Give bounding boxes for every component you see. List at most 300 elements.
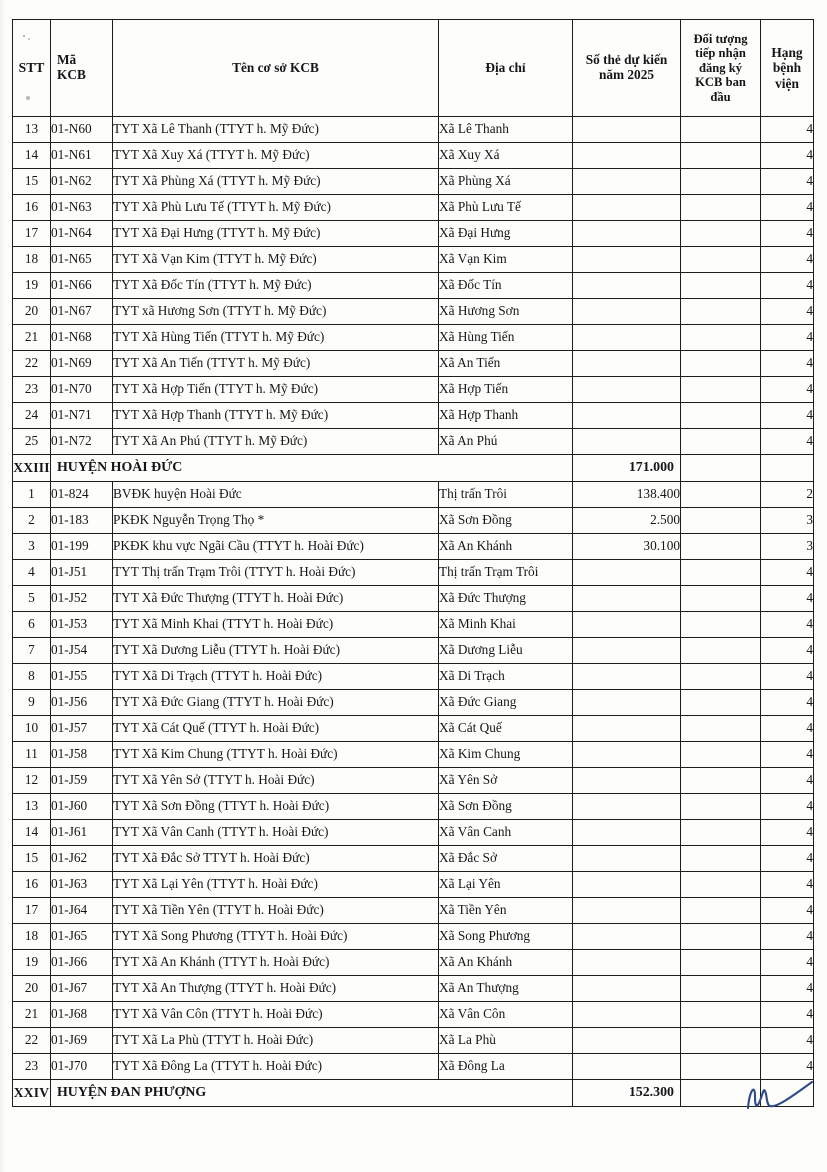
- column-header-ma-kcb-line2: KCB: [57, 67, 86, 82]
- row-hang-benh-vien: 4: [761, 638, 814, 664]
- row-stt: 15: [13, 846, 51, 872]
- row-hang-benh-vien: 4: [761, 299, 814, 325]
- table-row: [13, 898, 814, 924]
- row-hang-benh-vien: 4: [761, 1002, 814, 1028]
- row-so-the: [573, 299, 681, 325]
- header-row: [13, 20, 814, 117]
- row-so-the: [573, 976, 681, 1002]
- table-row: [13, 846, 814, 872]
- row-ten-co-so: BVĐK huyện Hoài Đức: [113, 482, 439, 508]
- row-hang-benh-vien: 4: [761, 768, 814, 794]
- row-hang-benh-vien: 4: [761, 612, 814, 638]
- row-doi-tuong: [681, 794, 761, 820]
- row-hang-benh-vien: 4: [761, 976, 814, 1002]
- table-row: [13, 143, 814, 169]
- row-so-the: [573, 1028, 681, 1054]
- row-dia-chi: Xã Vạn Kim: [439, 247, 573, 273]
- row-stt: 14: [13, 143, 51, 169]
- table-row: [13, 742, 814, 768]
- row-stt: 23: [13, 1054, 51, 1080]
- facility-registration-table: [12, 19, 814, 1107]
- row-stt: 6: [13, 612, 51, 638]
- row-ten-co-so: TYT Xã Dương Liễu (TTYT h. Hoài Đức): [113, 638, 439, 664]
- row-hang-benh-vien: 4: [761, 351, 814, 377]
- row-doi-tuong: [681, 403, 761, 429]
- row-hang-benh-vien: 4: [761, 586, 814, 612]
- table-row: [13, 1028, 814, 1054]
- table-row: [13, 664, 814, 690]
- row-hang-benh-vien: 3: [761, 534, 814, 560]
- column-header-hang-line1: Hạng: [771, 44, 803, 60]
- column-header-doi-tuong-line2: tiếp nhận: [695, 46, 746, 61]
- table-row: [13, 534, 814, 560]
- section-roman-number: XXIII: [13, 455, 51, 482]
- row-hang-benh-vien: 4: [761, 820, 814, 846]
- table-row: [13, 716, 814, 742]
- row-stt: 2: [13, 508, 51, 534]
- row-ten-co-so: TYT Xã Đức Thượng (TTYT h. Hoài Đức): [113, 586, 439, 612]
- column-header-doi-tuong-line1: Đối tượng: [693, 31, 748, 46]
- table-row: [13, 872, 814, 898]
- row-hang-benh-vien: 4: [761, 716, 814, 742]
- row-stt: 22: [13, 1028, 51, 1054]
- row-so-the: [573, 612, 681, 638]
- row-stt: 7: [13, 638, 51, 664]
- row-hang-benh-vien: 4: [761, 742, 814, 768]
- table-row: [13, 690, 814, 716]
- row-ten-co-so: TYT Xã Vân Côn (TTYT h. Hoài Đức): [113, 1002, 439, 1028]
- row-ma-kcb: 01-J65: [51, 924, 113, 950]
- row-ten-co-so: TYT Xã Hùng Tiến (TTYT h. Mỹ Đức): [113, 325, 439, 351]
- row-hang-benh-vien: 4: [761, 924, 814, 950]
- section-roman-number: XXIV: [13, 1080, 51, 1107]
- row-doi-tuong: [681, 247, 761, 273]
- column-header-doi-tuong-line3: đăng ký: [698, 60, 743, 75]
- row-ten-co-so: TYT Xã Đốc Tín (TTYT h. Mỹ Đức): [113, 273, 439, 299]
- row-ten-co-so: TYT Xã Di Trạch (TTYT h. Hoài Đức): [113, 664, 439, 690]
- row-ma-kcb: 01-J53: [51, 612, 113, 638]
- row-stt: 23: [13, 377, 51, 403]
- row-hang-benh-vien: 4: [761, 117, 814, 143]
- column-header-doi-tuong: [681, 20, 761, 117]
- row-doi-tuong: [681, 768, 761, 794]
- row-dia-chi: Xã Hùng Tiến: [439, 325, 573, 351]
- table-row: [13, 794, 814, 820]
- section-total-cards: 171.000: [573, 455, 681, 482]
- row-dia-chi: Xã An Thượng: [439, 976, 573, 1002]
- column-header-ma-kcb: [51, 20, 113, 117]
- table-row: [13, 768, 814, 794]
- row-stt: 18: [13, 924, 51, 950]
- column-header-so-the-line1: Số thẻ dự kiến: [585, 52, 668, 68]
- row-doi-tuong: [681, 898, 761, 924]
- row-so-the: [573, 898, 681, 924]
- row-stt: 12: [13, 768, 51, 794]
- row-doi-tuong: [681, 325, 761, 351]
- row-dia-chi: Xã Lê Thanh: [439, 117, 573, 143]
- section-hospital-rank: [761, 455, 814, 482]
- row-so-the: [573, 429, 681, 455]
- row-hang-benh-vien: 4: [761, 560, 814, 586]
- row-ma-kcb: 01-J54: [51, 638, 113, 664]
- row-doi-tuong: [681, 273, 761, 299]
- row-so-the: [573, 273, 681, 299]
- row-ma-kcb: 01-J63: [51, 872, 113, 898]
- row-ten-co-so: TYT Xã Tiền Yên (TTYT h. Hoài Đức): [113, 898, 439, 924]
- column-header-hang-benh-vien: [761, 20, 814, 117]
- row-dia-chi: Xã Vân Côn: [439, 1002, 573, 1028]
- column-header-hang-line2: bệnh: [772, 60, 802, 76]
- row-ma-kcb: 01-N65: [51, 247, 113, 273]
- row-hang-benh-vien: 4: [761, 664, 814, 690]
- row-ma-kcb: 01-J67: [51, 976, 113, 1002]
- row-ma-kcb: 01-J68: [51, 1002, 113, 1028]
- row-ten-co-so: TYT xã Hương Sơn (TTYT h. Mỹ Đức): [113, 299, 439, 325]
- row-hang-benh-vien: 4: [761, 325, 814, 351]
- table-row: [13, 169, 814, 195]
- row-ma-kcb: 01-N62: [51, 169, 113, 195]
- row-ten-co-so: TYT Xã Đại Hưng (TTYT h. Mỹ Đức): [113, 221, 439, 247]
- row-stt: 19: [13, 950, 51, 976]
- row-ma-kcb: 01-N69: [51, 351, 113, 377]
- row-so-the: [573, 716, 681, 742]
- row-stt: 13: [13, 117, 51, 143]
- row-dia-chi: Xã Di Trạch: [439, 664, 573, 690]
- table-row: [13, 351, 814, 377]
- row-so-the: [573, 221, 681, 247]
- table-row: [13, 638, 814, 664]
- row-so-the: [573, 195, 681, 221]
- table-row: [13, 403, 814, 429]
- row-so-the: [573, 820, 681, 846]
- row-doi-tuong: [681, 508, 761, 534]
- row-ma-kcb: 01-J66: [51, 950, 113, 976]
- row-doi-tuong: [681, 924, 761, 950]
- row-dia-chi: Xã Dương Liễu: [439, 638, 573, 664]
- table-row: [13, 612, 814, 638]
- row-so-the: [573, 768, 681, 794]
- row-ma-kcb: 01-N61: [51, 143, 113, 169]
- table-row: [13, 508, 814, 534]
- table-row: [13, 195, 814, 221]
- row-ten-co-so: TYT Xã Đức Giang (TTYT h. Hoài Đức): [113, 690, 439, 716]
- row-doi-tuong: [681, 742, 761, 768]
- row-ma-kcb: 01-N72: [51, 429, 113, 455]
- row-so-the: [573, 403, 681, 429]
- row-dia-chi: Xã Minh Khai: [439, 612, 573, 638]
- row-stt: 8: [13, 664, 51, 690]
- row-hang-benh-vien: 4: [761, 950, 814, 976]
- row-ten-co-so: TYT Xã An Tiến (TTYT h. Mỹ Đức): [113, 351, 439, 377]
- row-ten-co-so: TYT Xã Cát Quế (TTYT h. Hoài Đức): [113, 716, 439, 742]
- row-doi-tuong: [681, 820, 761, 846]
- row-ma-kcb: 01-N63: [51, 195, 113, 221]
- row-hang-benh-vien: 4: [761, 898, 814, 924]
- row-ten-co-so: TYT Xã Lại Yên (TTYT h. Hoài Đức): [113, 872, 439, 898]
- table-row: [13, 1002, 814, 1028]
- column-header-ma-kcb-line1: Mã: [57, 52, 77, 68]
- row-doi-tuong: [681, 377, 761, 403]
- row-so-the: [573, 924, 681, 950]
- row-doi-tuong: [681, 482, 761, 508]
- row-so-the: [573, 169, 681, 195]
- row-dia-chi: Xã La Phù: [439, 1028, 573, 1054]
- row-dia-chi: Xã An Khánh: [439, 950, 573, 976]
- row-hang-benh-vien: 4: [761, 429, 814, 455]
- row-ma-kcb: 01-J69: [51, 1028, 113, 1054]
- row-hang-benh-vien: 4: [761, 169, 814, 195]
- table-body: [13, 117, 814, 1107]
- table-row: [13, 560, 814, 586]
- row-stt: 10: [13, 716, 51, 742]
- row-doi-tuong: [681, 664, 761, 690]
- row-stt: 19: [13, 273, 51, 299]
- section-total-cards: 152.300: [573, 1080, 681, 1107]
- table-row: [13, 117, 814, 143]
- table-row: [13, 924, 814, 950]
- table-row: [13, 820, 814, 846]
- row-so-the: [573, 351, 681, 377]
- row-dia-chi: Xã Vân Canh: [439, 820, 573, 846]
- row-so-the: [573, 1054, 681, 1080]
- row-dia-chi: Xã Phù Lưu Tế: [439, 195, 573, 221]
- table-row: [13, 377, 814, 403]
- section-title: HUYỆN HOÀI ĐỨC: [51, 455, 573, 482]
- table-row: [13, 1054, 814, 1080]
- row-hang-benh-vien: 4: [761, 872, 814, 898]
- row-stt: 1: [13, 482, 51, 508]
- column-header-so-the: [573, 20, 681, 117]
- row-so-the: [573, 247, 681, 273]
- row-dia-chi: Xã Hợp Tiến: [439, 377, 573, 403]
- row-stt: 17: [13, 221, 51, 247]
- row-stt: 3: [13, 534, 51, 560]
- row-doi-tuong: [681, 1054, 761, 1080]
- row-so-the: 30.100: [573, 534, 681, 560]
- row-ten-co-so: PKĐK Nguyễn Trọng Thọ *: [113, 508, 439, 534]
- row-ma-kcb: 01-J51: [51, 560, 113, 586]
- row-ma-kcb: 01-N66: [51, 273, 113, 299]
- row-doi-tuong: [681, 586, 761, 612]
- row-doi-tuong: [681, 560, 761, 586]
- row-ma-kcb: 01-J59: [51, 768, 113, 794]
- row-ten-co-so: TYT Xã Minh Khai (TTYT h. Hoài Đức): [113, 612, 439, 638]
- row-so-the: [573, 638, 681, 664]
- row-dia-chi: Xã Hợp Thanh: [439, 403, 573, 429]
- row-doi-tuong: [681, 429, 761, 455]
- table-row: [13, 976, 814, 1002]
- row-stt: 16: [13, 195, 51, 221]
- row-so-the: [573, 690, 681, 716]
- row-ma-kcb: 01-J64: [51, 898, 113, 924]
- row-dia-chi: Xã An Tiến: [439, 351, 573, 377]
- row-doi-tuong: [681, 221, 761, 247]
- row-doi-tuong: [681, 690, 761, 716]
- row-ma-kcb: 01-J61: [51, 820, 113, 846]
- row-ma-kcb: 01-N70: [51, 377, 113, 403]
- row-ma-kcb: 01-J62: [51, 846, 113, 872]
- row-so-the: 2.500: [573, 508, 681, 534]
- row-ma-kcb: 01-N71: [51, 403, 113, 429]
- row-stt: 24: [13, 403, 51, 429]
- row-so-the: [573, 377, 681, 403]
- row-doi-tuong: [681, 1002, 761, 1028]
- row-ma-kcb: 01-J52: [51, 586, 113, 612]
- row-hang-benh-vien: 4: [761, 1028, 814, 1054]
- page-edge-shadow: [0, 0, 6, 1172]
- row-stt: 17: [13, 898, 51, 924]
- row-hang-benh-vien: 4: [761, 846, 814, 872]
- column-header-hang-line3: viện: [775, 75, 799, 91]
- row-ten-co-so: TYT Thị trấn Trạm Trôi (TTYT h. Hoài Đức): [113, 560, 439, 586]
- row-so-the: [573, 560, 681, 586]
- row-dia-chi: Xã Xuy Xá: [439, 143, 573, 169]
- row-ma-kcb: 01-J55: [51, 664, 113, 690]
- row-dia-chi: Xã Đức Giang: [439, 690, 573, 716]
- table-row: [13, 482, 814, 508]
- row-dia-chi: Xã Đắc Sở: [439, 846, 573, 872]
- row-ten-co-so: TYT Xã Phùng Xá (TTYT h. Mỹ Đức): [113, 169, 439, 195]
- row-ten-co-so: TYT Xã An Khánh (TTYT h. Hoài Đức): [113, 950, 439, 976]
- row-stt: 4: [13, 560, 51, 586]
- row-doi-tuong: [681, 1028, 761, 1054]
- section-hospital-rank: [761, 1080, 814, 1107]
- row-stt: 14: [13, 820, 51, 846]
- table-row: [13, 586, 814, 612]
- row-ma-kcb: 01-N60: [51, 117, 113, 143]
- row-ma-kcb: 01-J57: [51, 716, 113, 742]
- row-dia-chi: Xã Đại Hưng: [439, 221, 573, 247]
- row-dia-chi: Xã An Phú: [439, 429, 573, 455]
- row-doi-tuong: [681, 351, 761, 377]
- row-ten-co-so: TYT Xã Lê Thanh (TTYT h. Mỹ Đức): [113, 117, 439, 143]
- row-doi-tuong: [681, 169, 761, 195]
- row-so-the: [573, 325, 681, 351]
- row-ten-co-so: TYT Xã Đắc Sở TTYT h. Hoài Đức): [113, 846, 439, 872]
- row-ten-co-so: TYT Xã Hợp Tiến (TTYT h. Mỹ Đức): [113, 377, 439, 403]
- row-dia-chi: Xã Hương Sơn: [439, 299, 573, 325]
- row-so-the: [573, 664, 681, 690]
- row-dia-chi: Xã Song Phương: [439, 924, 573, 950]
- row-stt: 16: [13, 872, 51, 898]
- row-ten-co-so: TYT Xã An Phú (TTYT h. Mỹ Đức): [113, 429, 439, 455]
- row-dia-chi: Thị trấn Trạm Trôi: [439, 560, 573, 586]
- row-ma-kcb: 01-183: [51, 508, 113, 534]
- row-dia-chi: Xã An Khánh: [439, 534, 573, 560]
- row-stt: 11: [13, 742, 51, 768]
- row-doi-tuong: [681, 950, 761, 976]
- row-doi-tuong: [681, 299, 761, 325]
- row-hang-benh-vien: 4: [761, 273, 814, 299]
- row-ten-co-so: TYT Xã An Thượng (TTYT h. Hoài Đức): [113, 976, 439, 1002]
- column-header-so-the-line2: năm 2025: [598, 67, 655, 82]
- row-dia-chi: Xã Kim Chung: [439, 742, 573, 768]
- row-ten-co-so: TYT Xã Xuy Xá (TTYT h. Mỹ Đức): [113, 143, 439, 169]
- table-row: [13, 247, 814, 273]
- row-dia-chi: Xã Đông La: [439, 1054, 573, 1080]
- row-stt: 21: [13, 325, 51, 351]
- row-dia-chi: Xã Sơn Đồng: [439, 508, 573, 534]
- row-doi-tuong: [681, 612, 761, 638]
- row-dia-chi: Xã Lại Yên: [439, 872, 573, 898]
- row-ma-kcb: 01-N64: [51, 221, 113, 247]
- row-ma-kcb: 01-J58: [51, 742, 113, 768]
- row-hang-benh-vien: 4: [761, 403, 814, 429]
- row-stt: 21: [13, 1002, 51, 1028]
- row-stt: 9: [13, 690, 51, 716]
- row-ma-kcb: 01-N68: [51, 325, 113, 351]
- row-hang-benh-vien: 4: [761, 794, 814, 820]
- row-dia-chi: Xã Tiền Yên: [439, 898, 573, 924]
- row-ten-co-so: TYT Xã Hợp Thanh (TTYT h. Mỹ Đức): [113, 403, 439, 429]
- table-header: [13, 20, 814, 117]
- row-dia-chi: Xã Yên Sở: [439, 768, 573, 794]
- section-header-row: [13, 1080, 814, 1107]
- row-doi-tuong: [681, 117, 761, 143]
- row-doi-tuong: [681, 872, 761, 898]
- table-row: [13, 221, 814, 247]
- row-ten-co-so: TYT Xã La Phù (TTYT h. Hoài Đức): [113, 1028, 439, 1054]
- row-ten-co-so: TYT Xã Phù Lưu Tế (TTYT h. Mỹ Đức): [113, 195, 439, 221]
- row-hang-benh-vien: 4: [761, 1054, 814, 1080]
- row-ma-kcb: 01-199: [51, 534, 113, 560]
- row-hang-benh-vien: 3: [761, 508, 814, 534]
- row-doi-tuong: [681, 143, 761, 169]
- row-stt: 20: [13, 976, 51, 1002]
- row-doi-tuong: [681, 976, 761, 1002]
- row-so-the: 138.400: [573, 482, 681, 508]
- row-stt: 18: [13, 247, 51, 273]
- row-so-the: [573, 742, 681, 768]
- row-hang-benh-vien: 4: [761, 221, 814, 247]
- column-header-doi-tuong-line4: KCB ban: [695, 75, 746, 90]
- row-ten-co-so: TYT Xã Vạn Kim (TTYT h. Mỹ Đức): [113, 247, 439, 273]
- row-doi-tuong: [681, 534, 761, 560]
- row-dia-chi: Thị trấn Trôi: [439, 482, 573, 508]
- row-hang-benh-vien: 4: [761, 247, 814, 273]
- row-stt: 20: [13, 299, 51, 325]
- section-header-row: [13, 455, 814, 482]
- column-header-doi-tuong-line5: đầu: [710, 89, 731, 104]
- row-doi-tuong: [681, 846, 761, 872]
- table-row: [13, 325, 814, 351]
- row-ten-co-so: TYT Xã Vân Canh (TTYT h. Hoài Đức): [113, 820, 439, 846]
- row-ma-kcb: 01-824: [51, 482, 113, 508]
- row-so-the: [573, 143, 681, 169]
- column-header-stt: STT: [13, 20, 51, 117]
- row-so-the: [573, 794, 681, 820]
- row-dia-chi: Xã Đốc Tín: [439, 273, 573, 299]
- row-ma-kcb: 01-J70: [51, 1054, 113, 1080]
- table-row: [13, 429, 814, 455]
- row-ten-co-so: PKĐK khu vực Ngãi Cầu (TTYT h. Hoài Đức): [113, 534, 439, 560]
- column-header-dia-chi: Địa chỉ: [439, 20, 573, 117]
- section-target-group: [681, 1080, 761, 1107]
- row-dia-chi: Xã Cát Quế: [439, 716, 573, 742]
- row-ten-co-so: TYT Xã Yên Sở (TTYT h. Hoài Đức): [113, 768, 439, 794]
- row-stt: 15: [13, 169, 51, 195]
- row-ma-kcb: 01-N67: [51, 299, 113, 325]
- row-so-the: [573, 1002, 681, 1028]
- row-ten-co-so: TYT Xã Đông La (TTYT h. Hoài Đức): [113, 1054, 439, 1080]
- row-stt: 25: [13, 429, 51, 455]
- row-dia-chi: Xã Đức Thượng: [439, 586, 573, 612]
- row-doi-tuong: [681, 716, 761, 742]
- row-stt: 5: [13, 586, 51, 612]
- table-row: [13, 273, 814, 299]
- row-ten-co-so: TYT Xã Kim Chung (TTYT h. Hoài Đức): [113, 742, 439, 768]
- column-header-ten-co-so: Tên cơ sở KCB: [113, 20, 439, 117]
